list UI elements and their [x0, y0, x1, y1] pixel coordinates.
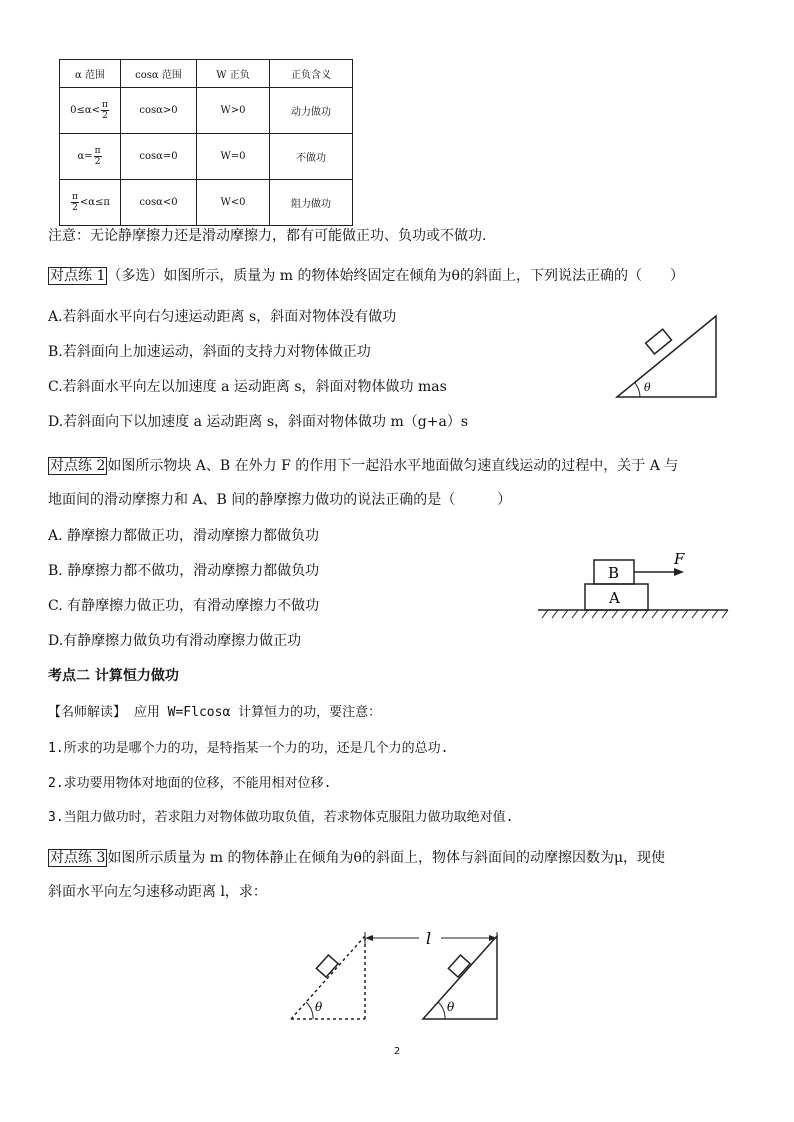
- w-cell: W=0: [197, 134, 270, 180]
- label-b: B: [608, 564, 620, 582]
- exercise-3-stem-line1: 对点练 3 如图所示质量为 m 的物体静止在倾角为θ的斜面上，物体与斜面间的动摩擦因数为μ，现使: [50, 850, 666, 866]
- page-number: 2: [393, 1046, 401, 1057]
- exercise-1-option-c: C.若斜面水平向左以加速度 a 运动距离 s，斜面对物体做功 mas: [48, 379, 447, 395]
- meaning-cell: 动力做功: [270, 88, 353, 134]
- exercise-1-option-a: A.若斜面水平向右匀速运动距离 s，斜面对物体没有做功: [48, 309, 397, 325]
- exercise-1-option-b: B.若斜面向上加速运动，斜面的支持力对物体做正功: [48, 344, 371, 360]
- w-cell: W>0: [197, 88, 270, 134]
- incline-figure-1: [610, 308, 720, 400]
- exercise-2-tag: 对点练 2: [50, 458, 106, 474]
- exercise-2-option-b: B. 静摩擦力都不做功，滑动摩擦力都做负功: [48, 563, 320, 579]
- w-cell: W<0: [197, 180, 270, 226]
- exercise-2-stem-line2: 地面间的滑动摩擦力和 A、B 间的静摩擦力做功的说法正确的是（ ）: [48, 492, 512, 508]
- pi-over-2: $\frac{\pi}{2}$: [71, 192, 78, 213]
- exercise-1-option-d: D.若斜面向下以加速度 a 运动距离 s，斜面对物体做功 m（g+a）s: [48, 414, 469, 430]
- arrow-left-icon: [365, 935, 373, 941]
- meaning-cell: 不做功: [270, 134, 353, 180]
- block-icon: [646, 329, 672, 354]
- table-header: W 正负: [197, 60, 270, 88]
- theta-left-label: θ: [315, 1000, 323, 1014]
- exercise-1-tag: 对点练 1: [50, 268, 106, 284]
- cos-cell: cosα=0: [121, 134, 197, 180]
- section-point-3: 3.当阻力做功时，若求阻力对物体做功取负值，若求物体克服阻力做功取绝对值.: [48, 810, 514, 825]
- cos-cell: cosα>0: [121, 88, 197, 134]
- alpha-range-table: [59, 59, 353, 226]
- table-row: [60, 88, 353, 134]
- exercise-2-option-c: C. 有静摩擦力做正功，有滑动摩擦力不做功: [48, 598, 320, 614]
- distance-label: l: [426, 929, 432, 948]
- note-text: 注意：无论静摩擦力还是滑动摩擦力，都有可能做正功、负功或不做功.: [48, 228, 487, 244]
- force-arrow-icon: [674, 568, 684, 576]
- pi-over-2: $\frac{\pi}{2}$: [101, 100, 108, 121]
- section-title: 考点二 计算恒力做功: [48, 668, 179, 684]
- range-cell: α= $\frac{\pi}{2}$: [60, 134, 121, 180]
- exercise-2-option-a: A. 静摩擦力都做正功，滑动摩擦力都做负功: [48, 528, 320, 544]
- exercise-1-stem: 对点练 1 （多选）如图所示，质量为 m 的物体始终固定在倾角为θ的斜面上，下列说法正确的（ ）: [50, 268, 684, 284]
- section-intro: 【名师解读】 应用 W=Flcosα 计算恒力的功，要注意：: [48, 705, 382, 720]
- cos-cell: cosα<0: [121, 180, 197, 226]
- exercise-2-option-d: D.有静摩擦力做负功有滑动摩擦力做正功: [48, 633, 302, 649]
- label-a: A: [609, 589, 620, 607]
- table-row: [60, 134, 353, 180]
- blocks-figure: [538, 548, 738, 620]
- block-icon: [316, 955, 338, 977]
- label-f: F: [674, 550, 685, 568]
- section-point-1: 1.所求的功是哪个力的功，是特指某一个力的功，还是几个力的总功.: [48, 741, 449, 756]
- range-cell: $\frac{\pi}{2}$ <α≤π: [60, 180, 121, 226]
- section-point-2: 2.求功要用物体对地面的位移，不能用相对位移.: [48, 776, 332, 791]
- moving-incline-figure: [285, 924, 510, 1028]
- meaning-cell: 阻力做功: [270, 180, 353, 226]
- exercise-3-stem-line2: 斜面水平向左匀速移动距离 l，求：: [48, 884, 267, 900]
- range-cell: 0≤α< $\frac{\pi}{2}$: [60, 88, 121, 134]
- theta-right-label: θ: [447, 1000, 455, 1014]
- theta-label: θ: [644, 381, 651, 394]
- exercise-3-tag: 对点练 3: [50, 850, 106, 866]
- table-row: [60, 180, 353, 226]
- pi-over-2: $\frac{\pi}{2}$: [94, 146, 101, 167]
- exercise-2-stem-line1: 对点练 2 如图所示物块 A、B 在外力 F 的作用下一起沿水平地面做匀速直线运动的过程中，关于 A 与: [50, 458, 679, 474]
- block-icon: [448, 955, 470, 977]
- table-header: cosα 范围: [121, 60, 197, 88]
- table-header-row: [60, 60, 353, 88]
- table-header: α 范围: [60, 60, 121, 88]
- table-header: 正负含义: [270, 60, 353, 88]
